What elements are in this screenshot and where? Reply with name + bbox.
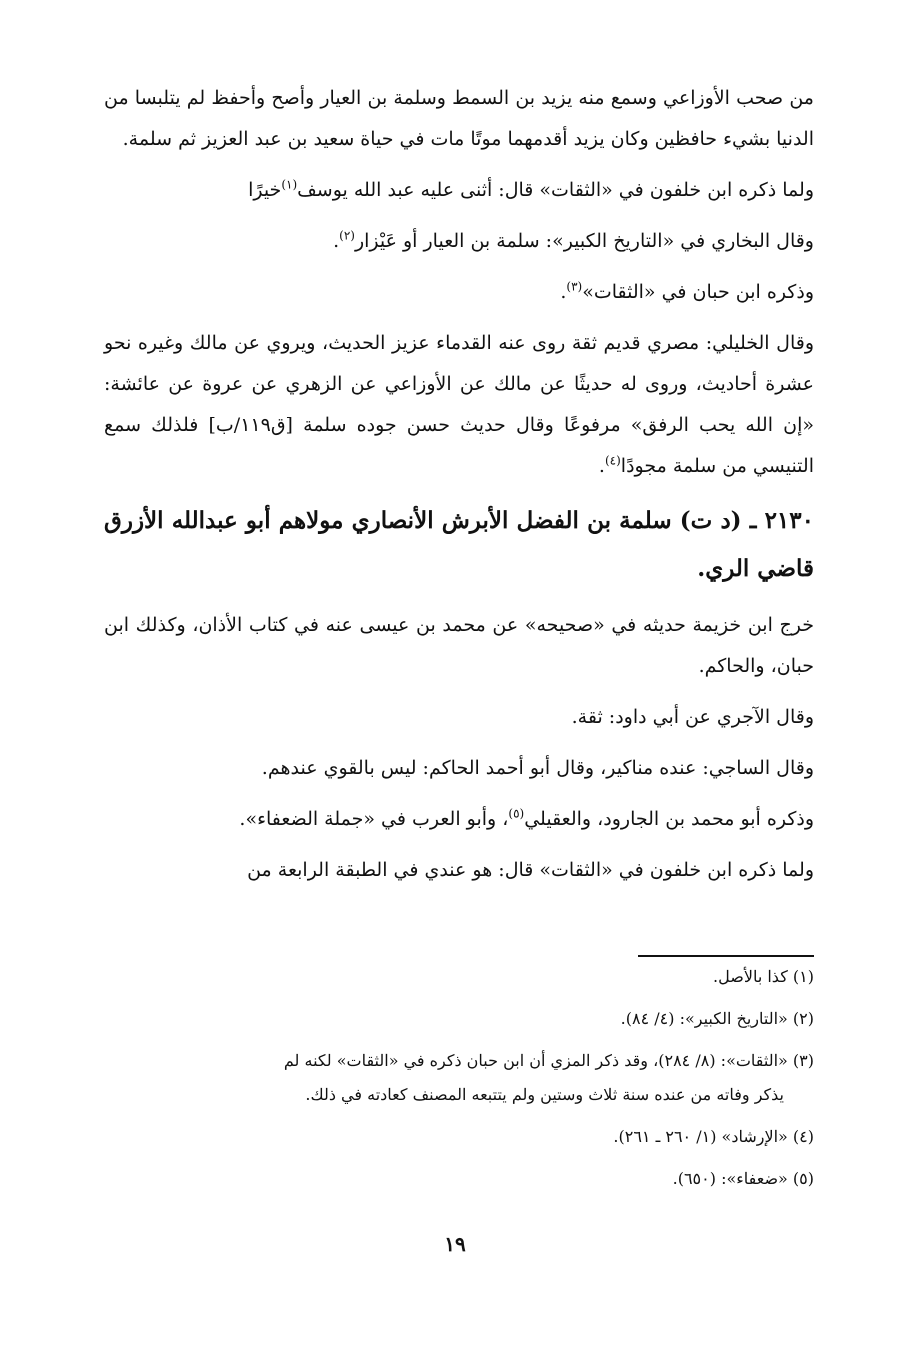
paragraph-text: وقال الخليلي: مصري قديم ثقة روى عنه القدماء عزيز الحديث، ويروي عن مالك وغيره نحو عشرة أحاديث، وروى له حديثًا عن مالك عن الأوزاعي عن الزهري عن عروة عن عائشة: «إن الله يحب الرفق» مرفوعًا وقال حديث حسن جوده سلمة [ق١١٩/ب] فلذلك سمع التنيسي من سلمة مجودًا (104, 332, 814, 477)
footnote-3 (104, 1044, 814, 1112)
footnote-ref-4: (٤) (604, 453, 621, 468)
footnote-ref-5: (٥) (508, 806, 525, 821)
footnote-ref-2: (٢) (339, 228, 355, 243)
paragraph-bukhari (104, 221, 814, 262)
paragraph-saji: وقال الساجي: عنده مناكير، وقال أبو أحمد الحاكم: ليس بالقوي عندهم. (261, 757, 814, 779)
footnote-2: (٢) «التاريخ الكبير»: (٤/ ٨٤). (620, 1009, 814, 1028)
footnote-ref-1: (١) (281, 177, 298, 192)
paragraph-ibn-hibban (104, 272, 814, 313)
footnotes (104, 960, 814, 1204)
paragraph-text: وذكره ابن حبان في «الثقات» (582, 281, 814, 303)
footnote-4: (٤) «الإرشاد» (١/ ٢٦٠ ـ ٢٦١). (613, 1127, 814, 1146)
entry-heading: ٢١٣٠ ـ (د ت) سلمة بن الفضل الأبرش الأنصاري مولاهم أبو عبدالله الأزرق قاضي الري. (104, 507, 814, 582)
paragraph-ibn-khalfun-2: ولما ذكره ابن خلفون في «الثقات» قال: هو عندي في الطبقة الرابعة من (247, 859, 814, 881)
main-text (104, 78, 814, 901)
page-number: ١٩ (444, 1232, 466, 1256)
paragraph-khalili (104, 323, 814, 487)
paragraph-text-end: . (598, 455, 605, 477)
footnote-5: (٥) «ضعفاء»: (٦٥٠). (672, 1169, 814, 1188)
paragraph-ibn-jarud (104, 799, 814, 840)
footnote-3-continuation: يذكر وفاته من عنده سنة ثلاث وستين ولم يتتبعه المصنف كعادته في ذلك. (305, 1085, 784, 1104)
paragraph-ajurri: وقال الآجري عن أبي داود: ثقة. (571, 706, 814, 728)
paragraph-text-end: ، وأبو العرب في «جملة الضعفاء». (239, 808, 509, 830)
paragraph-text: ولما ذكره ابن خلفون في «الثقات» قال: أثنى عليه عبد الله يوسف (297, 179, 814, 201)
paragraph-text-end: . (333, 230, 340, 252)
footnote-divider (638, 955, 814, 957)
paragraph-text-end: . (560, 281, 567, 303)
paragraph-ibn-khalfun-1 (104, 170, 814, 211)
paragraph-text: وقال البخاري في «التاريخ الكبير»: سلمة بن العيار أو عَيْزار (354, 230, 814, 252)
footnote-ref-3: (٣) (566, 279, 583, 294)
footnote-3-text: (٣) «الثقات»: (٨/ ٢٨٤)، وقد ذكر المزي أن ابن حبان ذكره في «الثقات» لكنه لم (283, 1051, 814, 1070)
paragraph-text: وذكره أبو محمد بن الجارود، والعقيلي (524, 808, 814, 830)
paragraph-ibn-khuzaymah: خرج ابن خزيمة حديثه في «صحيحه» عن محمد بن عيسى عنه في كتاب الأذان، وكذلك ابن حبان، والحاكم. (104, 614, 814, 677)
paragraph-1: من صحب الأوزاعي وسمع منه يزيد بن السمط وسلمة بن العيار وأصح وأحفظ لم يتلبسا من الدنيا بشيء حافظين وكان يزيد أقدمهما موتًا مات في حياة سعيد بن عبد العزيز ثم سلمة. (104, 87, 814, 150)
paragraph-text-end: خيرًا (248, 179, 282, 201)
footnote-1: (١) كذا بالأصل. (713, 967, 814, 986)
